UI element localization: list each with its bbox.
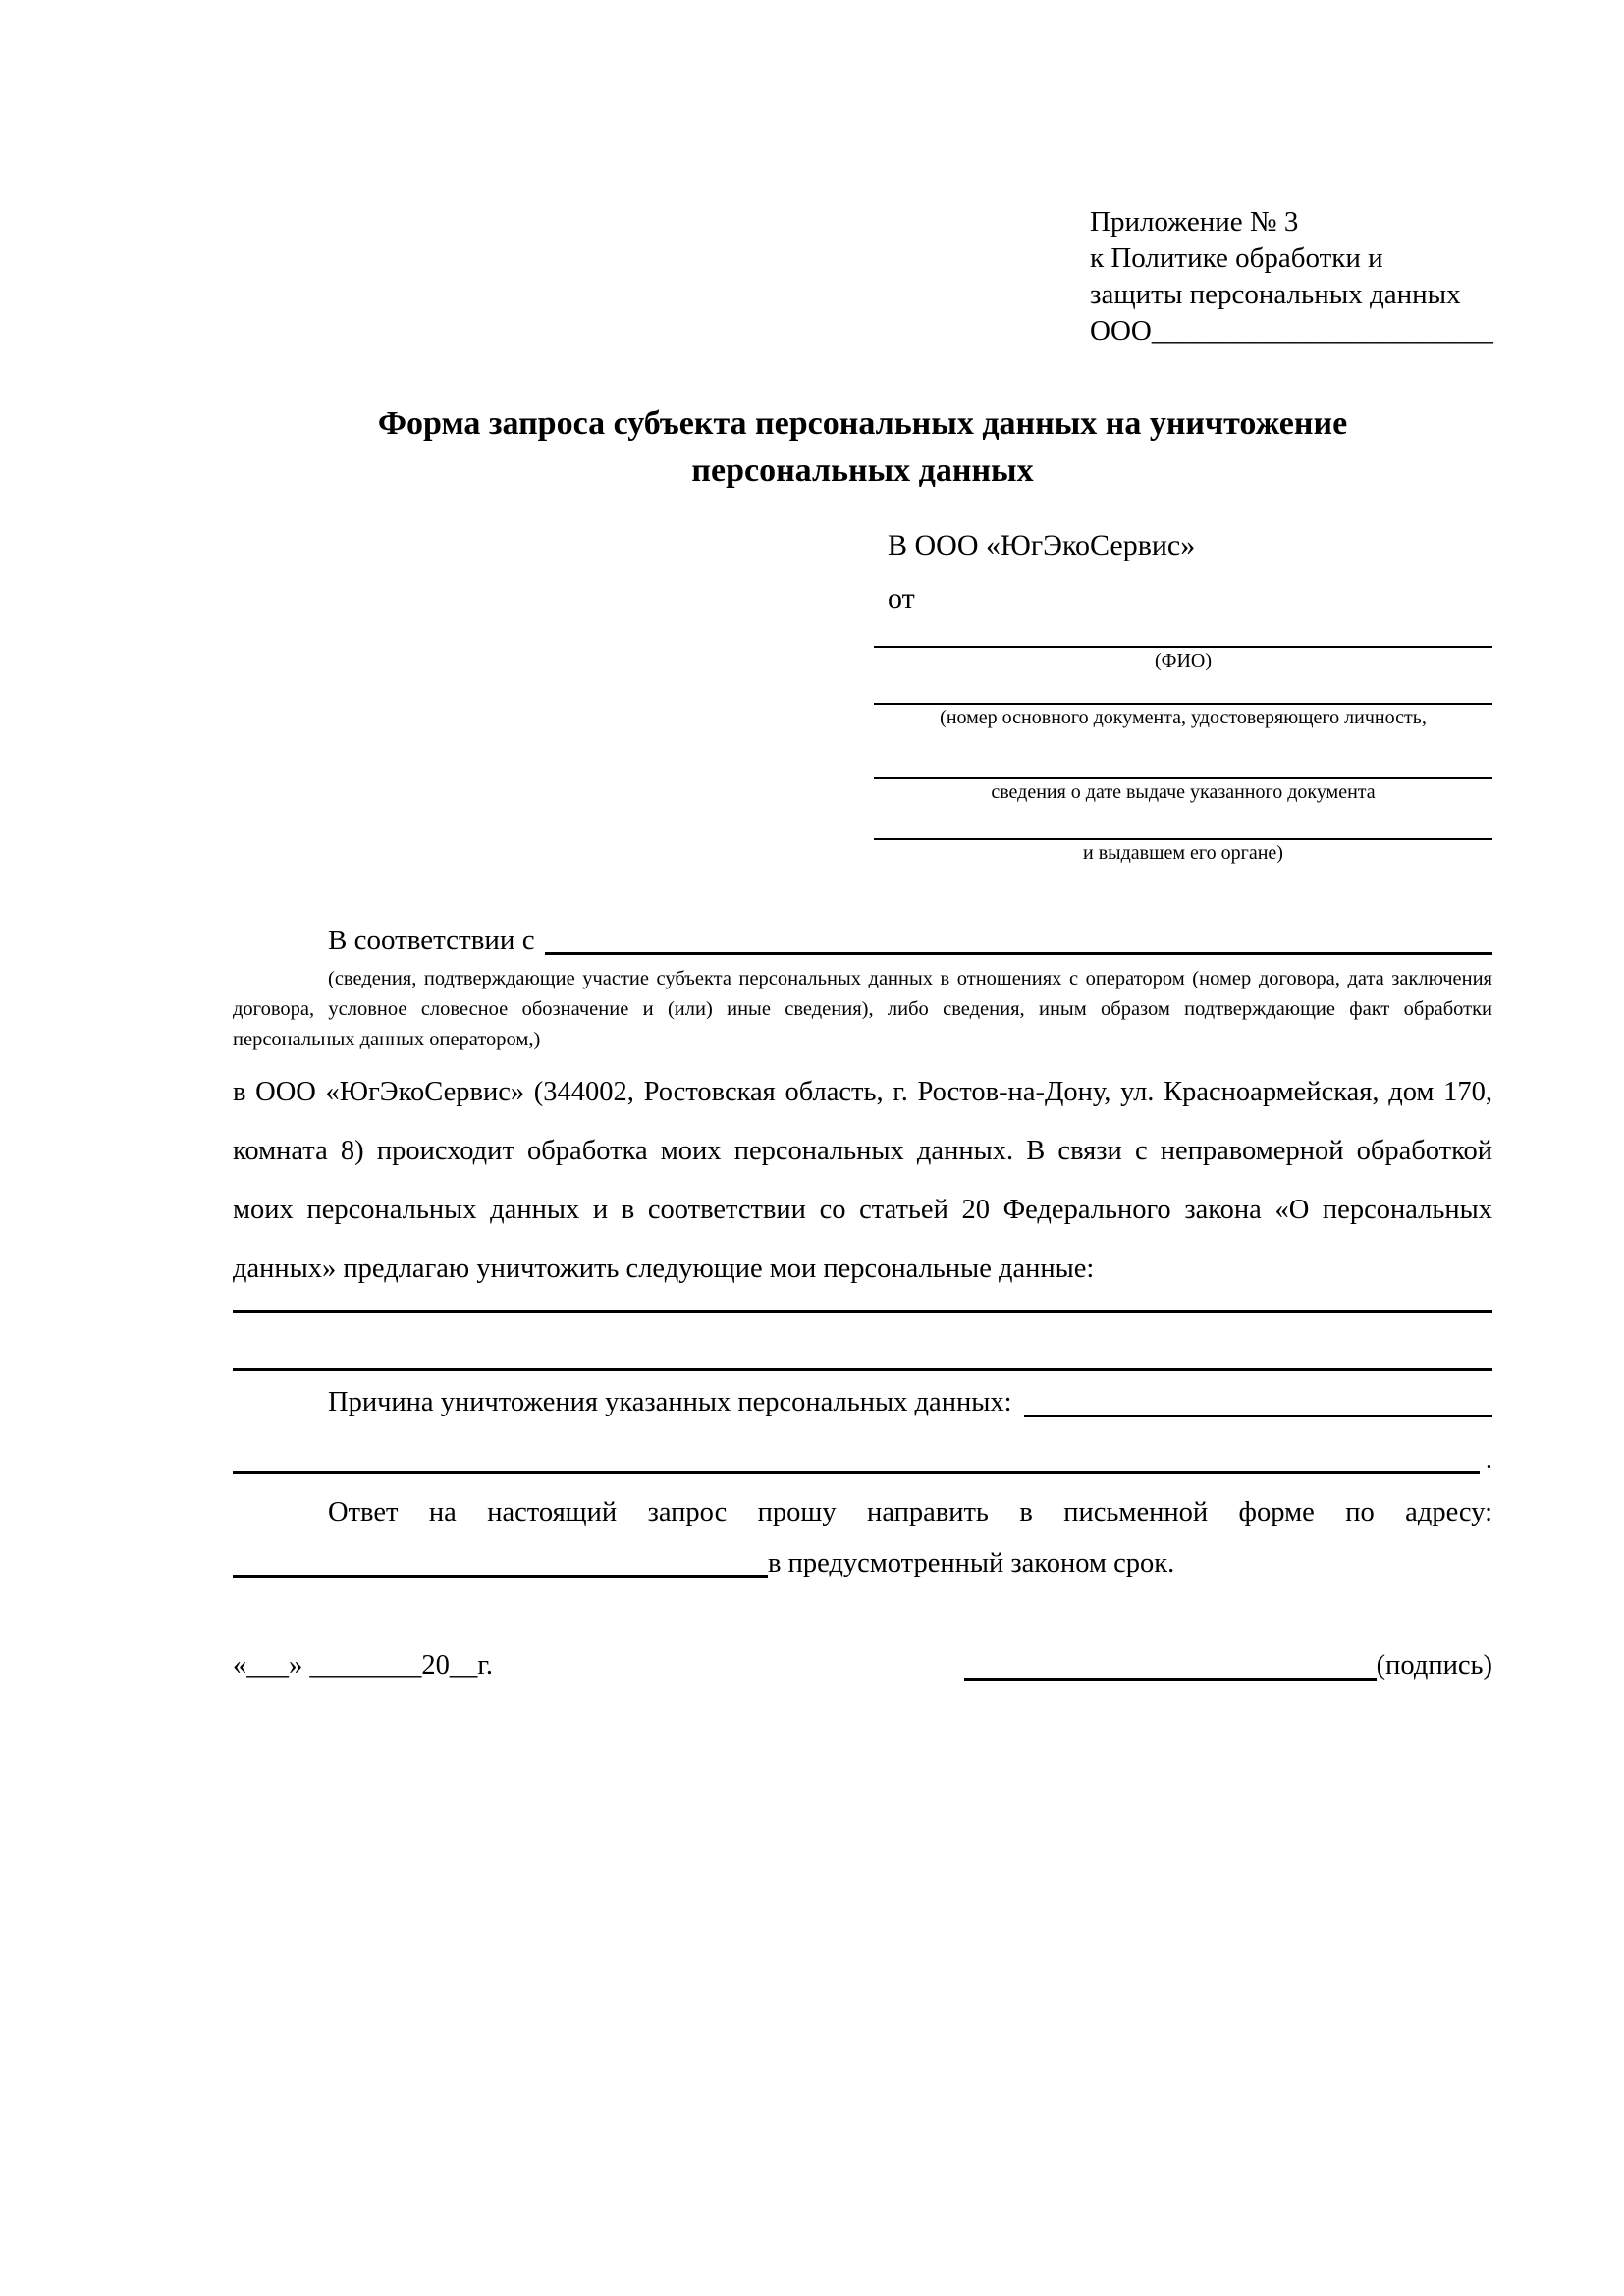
address-blank-field	[233, 1575, 768, 1578]
reason-line-period: .	[1485, 1444, 1492, 1474]
issuing-authority-caption: и выдавшем его органе)	[1083, 842, 1283, 864]
document-number-blank-field	[874, 673, 1492, 705]
accordance-note: (сведения, подтверждающие участие субъекта персональных данных в отношениях с оператором (номер договора, дата заключения договора, условное словесное обозначение и (или) иные сведения), либо сведения, иным образом подтверждающие факт обработки персональных данных оператором,)	[233, 968, 1492, 1050]
accordance-blank-field	[545, 952, 1492, 955]
appendix-organization-line: ООО________________________	[1090, 315, 1493, 347]
appendix-line: защиты персональных данных	[1090, 279, 1461, 310]
reason-continuation-row	[233, 1440, 1492, 1479]
reason-label: Причина уничтожения указанных персональных данных:	[328, 1387, 1012, 1417]
appendix-line: к Политике обработки и	[1090, 242, 1383, 274]
signature-caption: (подпись)	[1376, 1650, 1492, 1681]
main-paragraph: в ООО «ЮгЭкоСервис» (344002, Ростовская область, г. Ростов-на-Дону, ул. Красноармейская, дом 170, комната 8) происходит обработка моих персональных данных. В связи с неправомерной обработкой моих персональных данных и в соответствии со статьей 20 Федерального закона «О персональных данных» предлагаю уничтожить следующие мои персональные данные:	[233, 1077, 1492, 1284]
document-title: Форма запроса субъекта персональных данных на уничтожение персональных данных	[377, 405, 1348, 489]
accordance-row	[233, 921, 1492, 960]
date-fill-in-line: «___» ________20__г.	[233, 1650, 493, 1681]
appendix-header-block	[1090, 204, 1492, 349]
appendix-line: Приложение № 3	[1090, 206, 1299, 238]
footer-row	[233, 1646, 1492, 1685]
accordance-label: В соответствии с	[328, 925, 535, 956]
reason-continuation-blank-line	[233, 1471, 1480, 1474]
document-number-caption: (номер основного документа, удостоверяющего личность,	[940, 707, 1427, 728]
fio-caption: (ФИО)	[1154, 650, 1212, 671]
personal-data-blank-line-2	[233, 1313, 1492, 1371]
issue-date-caption: сведения о дате выдаче указанного документа	[991, 781, 1376, 803]
reason-blank-field	[1024, 1415, 1492, 1417]
signature-blank-field	[964, 1678, 1377, 1681]
address-row	[233, 1544, 1492, 1583]
response-request-paragraph: Ответ на настоящий запрос прошу направить в письменной форме по адресу:	[328, 1497, 1492, 1527]
issue-date-blank-field	[874, 730, 1492, 779]
document-content	[233, 0, 1492, 1685]
reason-row	[233, 1383, 1492, 1422]
addressee-organization: В ООО «ЮгЭкоСервис»	[888, 529, 1196, 561]
personal-data-blank-line-1	[233, 1299, 1492, 1313]
addressee-block	[874, 528, 1492, 866]
response-tail-text: в предусмотренный законом срок.	[768, 1548, 1175, 1578]
issuing-authority-blank-field	[874, 805, 1492, 840]
addressee-from-label: от	[888, 582, 915, 614]
fio-blank-field	[874, 616, 1492, 648]
signature-group	[964, 1646, 1492, 1685]
